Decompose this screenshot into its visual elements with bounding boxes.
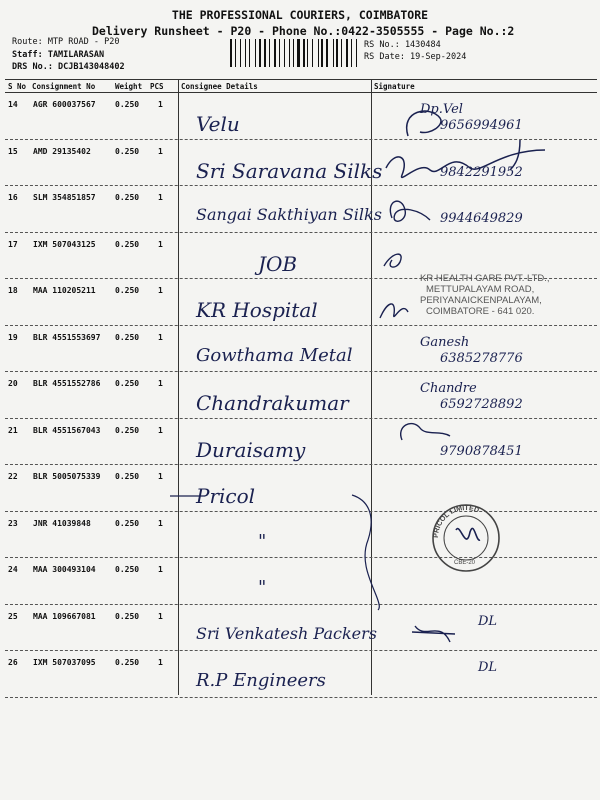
col-weight: Weight [115,82,143,91]
receiver-signature: Ganesh [420,334,470,350]
receiver-signature: DL [478,613,498,629]
weight-value: 0.250 [115,332,140,342]
weight-value: 0.250 [115,379,140,388]
stamp-line: PERIYANAICKENPALAYAM, [420,295,542,306]
consignment-number: IXM 507037095 [33,658,96,667]
consignment-number: BLR 4551552786 [33,379,101,388]
company-name: THE PROFESSIONAL COURIERS, COIMBATORE [171,8,429,22]
row-sno: 15 [8,146,18,156]
weight-value: 0.250 [115,239,140,249]
runsheet-title: Delivery Runsheet - P20 - Phone No.:0422-3505555 - Page No.:2 [92,24,515,38]
row-sno: 25 [8,611,18,621]
pcs-count: 1 [158,146,163,156]
consignee-name: JOB [258,251,298,276]
staff-label: Staff: TAMILARASAN [12,50,105,60]
receiver-signature: Chandre [420,381,477,396]
consignment-number: MAA 110205211 [33,286,96,295]
consignment-number: AMD 29135402 [33,146,91,156]
pcs-count: 1 [158,425,163,435]
consignee-name: Sri Saravana Silks [196,158,383,183]
rs-date: RS Date: 19-Sep-2024 [364,52,467,62]
pcs-count: 1 [158,518,163,528]
consignee-name: " [258,577,267,598]
receiver-phone: 9790878451 [440,443,523,459]
consignee-name: Sri Venkatesh Packers [196,623,377,643]
row-sno: 21 [8,425,18,435]
consignment-number: MAA 109667081 [33,611,96,621]
pcs-count: 1 [158,611,163,621]
consignment-number: AGR 600037567 [33,100,96,109]
drs-number: DRS No.: DCJB143048402 [12,62,125,72]
pcs-count: 1 [158,565,163,574]
pcs-count: 1 [158,100,163,109]
weight-value: 0.250 [115,100,140,109]
weight-value: 0.250 [115,472,140,481]
row-sno: 24 [8,565,18,574]
weight-value: 0.250 [115,286,140,295]
consignee-name: " [258,530,267,552]
row-sno: 19 [8,332,18,342]
consignee-name: Pricol [196,484,256,508]
weight-value: 0.250 [115,611,140,621]
stamp-line: METTUPALAYAM ROAD, [426,284,535,295]
col-consignment: Consignment No [32,82,96,91]
weight-value: 0.250 [115,425,140,435]
consignee-name: Chandrakumar [196,391,349,415]
col-signature: Signature [374,82,415,91]
consignment-number: BLR 4551553697 [33,332,101,342]
row-sno: 20 [8,379,18,388]
weight-value: 0.250 [115,658,140,667]
row-sno: 22 [8,472,18,481]
receiver-phone: 6385278776 [440,350,523,366]
row-sno: 18 [8,286,18,295]
row-sno: 26 [8,658,18,667]
receiver-signature: Dp.Vel [420,102,463,117]
consignment-number: IXM 507043125 [33,239,96,249]
svg-text:CBE-20: CBE-20 [454,560,476,566]
col-consignee: Consignee Details [181,82,258,91]
stamp-line: KR HEALTH CARE PVT. LTD., [420,273,550,284]
col-pcs: PCS [150,82,164,91]
pcs-count: 1 [158,332,163,342]
weight-value: 0.250 [115,146,140,156]
row-sno: 14 [8,100,18,109]
svg-text:PRICOL LIMITED: PRICOL LIMITED [432,504,480,539]
pcs-count: 1 [158,379,163,388]
consignee-name: Sangai Sakthiyan Silks [196,205,382,224]
rs-number: RS No.: 1430484 [364,40,441,50]
pcs-count: 1 [158,658,163,667]
pcs-count: 1 [158,286,163,295]
weight-value: 0.250 [115,193,140,202]
consignment-number: JNR 41039848 [33,518,91,528]
col-sno: S No [8,82,27,91]
consignee-name: R.P Engineers [196,670,326,691]
consignee-name: Gowthama Metal [196,344,353,366]
pcs-count: 1 [158,239,163,249]
consignee-name: Velu [196,112,240,136]
stamp-line: COIMBATORE - 641 020. [426,306,535,317]
row-sno: 23 [8,518,18,528]
row-sno: 17 [8,239,18,249]
consignment-number: MAA 300493104 [33,565,96,574]
receiver-signature: DL [478,660,498,675]
receiver-phone: 9656994961 [440,118,523,133]
receiver-phone: 9842291952 [440,164,523,180]
consignment-number: SLM 354851857 [33,193,96,202]
pcs-count: 1 [158,472,163,481]
consignee-name: Duraisamy [196,437,306,462]
consignee-name: KR Hospital [196,298,318,322]
receiver-phone: 9944649829 [440,211,523,226]
consignment-number: BLR 4551567043 [33,425,101,435]
consignment-number: BLR 5005075339 [33,472,101,481]
weight-value: 0.250 [115,565,140,574]
receiver-phone: 6592728892 [440,397,523,412]
pcs-count: 1 [158,193,163,202]
weight-value: 0.250 [115,518,140,528]
row-sno: 16 [8,193,18,202]
route-label: Route: MTP ROAD - P20 [12,37,120,47]
